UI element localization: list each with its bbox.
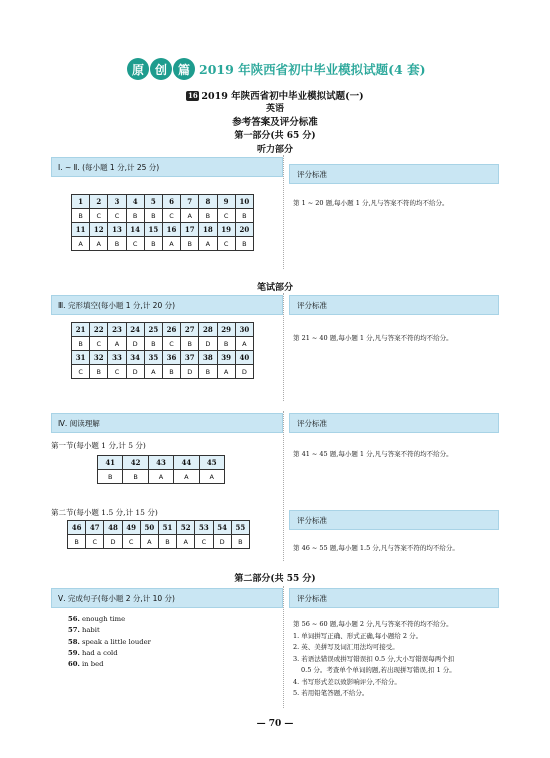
answer-cell: B <box>144 209 162 223</box>
question-number: 31 <box>72 351 90 365</box>
question-number: 25 <box>144 323 162 337</box>
part-one-title: 第一部分(共 65 分) <box>234 131 316 141</box>
question-number: 14 <box>126 223 144 237</box>
answer-cell: B <box>199 365 217 379</box>
question-number: 26 <box>162 323 180 337</box>
list-item <box>68 637 151 648</box>
answer-cell: A <box>90 237 108 251</box>
answer-cell: C <box>195 535 213 549</box>
page-number: — 70 — <box>256 719 294 729</box>
question-number: 30 <box>235 323 253 337</box>
answer-cell: C <box>126 237 144 251</box>
paper-title-text: 2019 年陕西省初中毕业模拟试题(一) <box>201 91 364 102</box>
question-number: 17 <box>181 223 199 237</box>
question-number: 2 <box>90 195 108 209</box>
question-number: 24 <box>126 323 144 337</box>
answer-table-46-55 <box>67 520 250 549</box>
answer-cell: B <box>144 237 162 251</box>
answer-cell: D <box>126 337 144 351</box>
answer-table-1-20 <box>71 194 254 251</box>
question-number: 52 <box>177 521 195 535</box>
question-number: 22 <box>90 323 108 337</box>
question-number: 40 <box>235 351 253 365</box>
answer-cell: A <box>199 470 224 484</box>
question-number: 13 <box>108 223 126 237</box>
answer-cell: D <box>213 535 231 549</box>
question-number: 45 <box>199 456 224 470</box>
question-number: 3 <box>108 195 126 209</box>
answer-cell: B <box>126 209 144 223</box>
score-note: 第 41 ~ 45 题,每小题 1 分,凡与答案不符的均不给分。 <box>293 450 453 458</box>
question-number: 9 <box>217 195 235 209</box>
listening-label: 听力部分 <box>256 145 293 155</box>
item-text: habit <box>82 626 100 635</box>
answer-table-41-45 <box>97 455 225 484</box>
banner-badge: 篇 <box>173 58 195 80</box>
answer-cell: B <box>90 365 108 379</box>
question-number: 36 <box>162 351 180 365</box>
answer-cell: D <box>181 365 199 379</box>
question-number: 39 <box>217 351 235 365</box>
divider <box>283 155 284 269</box>
document-title: 参考答案及评分标准 <box>232 117 318 128</box>
banner-title: 2019 年陕西省初中毕业模拟试题(4 套) <box>199 62 426 77</box>
question-number: 38 <box>199 351 217 365</box>
question-number: 1 <box>72 195 90 209</box>
question-number: 16 <box>162 223 180 237</box>
score-note: 第 1 ~ 20 题,每小题 1 分,凡与答案不符的均不给分。 <box>293 199 449 207</box>
answer-cell: B <box>217 337 235 351</box>
answer-cell: B <box>231 535 249 549</box>
item-number: 56. <box>68 615 80 623</box>
question-number: 23 <box>108 323 126 337</box>
question-number: 28 <box>199 323 217 337</box>
question-number: 43 <box>148 456 173 470</box>
banner-badge: 创 <box>150 58 172 80</box>
score-standard-header: 评分标准 <box>289 295 499 315</box>
answer-cell: A <box>144 365 162 379</box>
part-two-title: 第二部分(共 55 分) <box>234 574 316 584</box>
answer-cell: C <box>162 209 180 223</box>
question-number: 35 <box>144 351 162 365</box>
question-number: 41 <box>98 456 123 470</box>
question-number: 49 <box>122 521 140 535</box>
question-number: 29 <box>217 323 235 337</box>
question-number: 18 <box>199 223 217 237</box>
answer-cell: A <box>72 237 90 251</box>
subsection-1-label: 第一节(每小题 1 分,计 5 分) <box>51 441 146 450</box>
answer-cell: C <box>162 337 180 351</box>
answer-table-21-40 <box>71 322 254 379</box>
list-item <box>68 648 151 659</box>
banner-badges <box>127 58 195 80</box>
score-note: 0.5 分。考查单个单词的题,若出现拼写错误,扣 1 分。 <box>301 666 456 674</box>
answer-cell: C <box>72 365 90 379</box>
answer-cell: C <box>217 237 235 251</box>
answer-cell: B <box>181 337 199 351</box>
question-number: 12 <box>90 223 108 237</box>
score-standard-header: 评分标准 <box>289 413 499 433</box>
score-notes-list <box>293 619 503 700</box>
divider <box>283 586 284 708</box>
answer-cell: B <box>235 237 253 251</box>
score-standard-header: 评分标准 <box>289 588 499 608</box>
question-number: 44 <box>174 456 199 470</box>
answer-cell: C <box>217 209 235 223</box>
paper-number-badge: 16 <box>188 91 198 100</box>
item-text: had a cold <box>82 648 118 657</box>
question-number: 20 <box>235 223 253 237</box>
question-number: 48 <box>104 521 122 535</box>
question-number: 32 <box>90 351 108 365</box>
answer-cell: D <box>199 337 217 351</box>
list-item <box>68 614 151 625</box>
question-number: 42 <box>123 456 148 470</box>
score-note: 4. 书写形式差以致影响评分,不给分。 <box>293 677 401 686</box>
answer-cell: C <box>90 209 108 223</box>
answer-cell: B <box>98 470 123 484</box>
section-i-ii-header: Ⅰ. ~ Ⅱ. (每小题 1 分,计 25 分) <box>51 157 283 177</box>
answer-cell: A <box>174 470 199 484</box>
item-number: 57. <box>68 626 80 635</box>
section-iv-header: Ⅳ. 阅读理解 <box>51 413 283 433</box>
answer-cell: A <box>199 237 217 251</box>
answer-cell: B <box>123 470 148 484</box>
question-number: 6 <box>162 195 180 209</box>
answer-cell: A <box>181 209 199 223</box>
subsection-2-label: 第二节(每小题 1.5 分,计 15 分) <box>51 508 158 517</box>
answer-cell: C <box>122 535 140 549</box>
written-part-label: 笔试部分 <box>256 283 293 293</box>
item-text: speak a little louder <box>82 637 151 646</box>
question-number: 21 <box>72 323 90 337</box>
question-number: 54 <box>213 521 231 535</box>
score-note: 2. 英、美拼写及词汇用法均可接受。 <box>293 643 399 651</box>
question-number: 51 <box>158 521 176 535</box>
answer-cell: C <box>108 365 126 379</box>
answer-cell: B <box>144 337 162 351</box>
question-number: 7 <box>181 195 199 209</box>
answer-cell: B <box>72 209 90 223</box>
answer-cell: A <box>108 337 126 351</box>
answer-cell: A <box>217 365 235 379</box>
score-standard-header: 评分标准 <box>289 164 499 184</box>
answer-cell: D <box>235 365 253 379</box>
answer-cell: D <box>126 365 144 379</box>
answer-cell: B <box>68 535 86 549</box>
score-note: 1. 单词拼写正确、形式正确,每小题给 2 分。 <box>293 631 423 640</box>
question-number: 5 <box>144 195 162 209</box>
answer-cell: D <box>104 535 122 549</box>
answer-cell: A <box>140 535 158 549</box>
score-standard-header: 评分标准 <box>289 510 499 530</box>
item-text: enough time <box>82 615 126 623</box>
question-number: 15 <box>144 223 162 237</box>
item-number: 59. <box>68 648 80 657</box>
subject-title: 英语 <box>265 104 284 114</box>
question-number: 47 <box>86 521 104 535</box>
question-number: 34 <box>126 351 144 365</box>
answer-cell: C <box>90 337 108 351</box>
answer-cell: A <box>162 237 180 251</box>
answer-cell: A <box>235 337 253 351</box>
answer-cell: B <box>108 237 126 251</box>
question-number: 46 <box>68 521 86 535</box>
paper-title <box>0 88 550 102</box>
question-number: 37 <box>181 351 199 365</box>
answer-cell: C <box>108 209 126 223</box>
divider <box>283 411 284 561</box>
question-number: 19 <box>217 223 235 237</box>
section-v-header: Ⅴ. 完成句子(每小题 2 分,计 10 分) <box>51 588 283 608</box>
divider <box>283 293 284 401</box>
answer-cell: A <box>148 470 173 484</box>
answer-cell: C <box>86 535 104 549</box>
question-number: 8 <box>199 195 217 209</box>
section-iii-header: Ⅲ. 完形填空(每小题 1 分,计 20 分) <box>51 295 283 315</box>
score-note: 第 46 ~ 55 题,每小题 1.5 分,凡与答案不符的均不给分。 <box>293 544 459 552</box>
score-note: 第 56 ~ 60 题,每小题 2 分,凡与答案不符的均不给分。 <box>293 620 453 628</box>
answer-cell: B <box>72 337 90 351</box>
question-number: 55 <box>231 521 249 535</box>
question-number: 33 <box>108 351 126 365</box>
item-text: in bed <box>82 660 104 669</box>
score-note: 3. 若语法错误或拼写错误扣 0.5 分,大小写错误每两个扣 <box>293 654 455 663</box>
score-note: 第 21 ~ 40 题,每小题 1 分,凡与答案不符的均不给分。 <box>293 334 453 342</box>
answer-cell: B <box>199 209 217 223</box>
question-number: 4 <box>126 195 144 209</box>
score-note: 5. 若用铅笔答题,不给分。 <box>293 689 369 697</box>
list-item <box>68 625 151 636</box>
list-item <box>68 659 151 670</box>
answer-cell: A <box>177 535 195 549</box>
banner-badge: 原 <box>127 58 149 80</box>
answer-cell: B <box>181 237 199 251</box>
answer-cell: B <box>162 365 180 379</box>
question-number: 10 <box>235 195 253 209</box>
series-banner <box>127 58 427 80</box>
question-number: 27 <box>181 323 199 337</box>
item-number: 60. <box>68 660 80 669</box>
item-number: 58. <box>68 637 80 646</box>
completion-answers <box>68 614 151 670</box>
question-number: 53 <box>195 521 213 535</box>
question-number: 50 <box>140 521 158 535</box>
answer-cell: B <box>235 209 253 223</box>
question-number: 11 <box>72 223 90 237</box>
answer-cell: B <box>158 535 176 549</box>
